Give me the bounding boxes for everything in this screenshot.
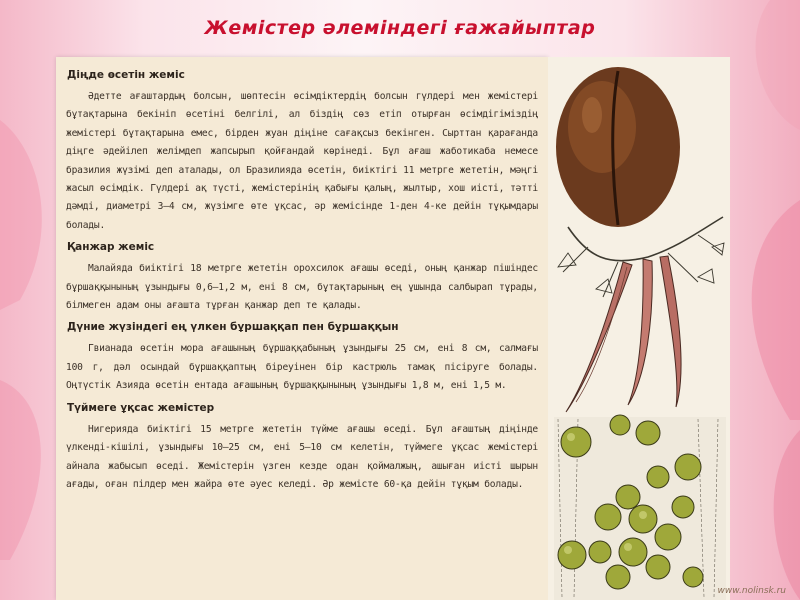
section-paragraph: Нигерияда биіктігі 15 метрге жететін түйме ағашы өседі. Бұл ағаштың діңінде үлкенді-кішілі, ұзындығы 10—25 см, ені 5—10 см келетін, түймеге ұқсас жемістері айнала жабысып өседі. Жемістерін үзген кезде одан қоймалжың, ашыған иісті шырын ағады, оған пілдер мен жайра өте әуес келеді. Әр жемісте 60-қа дейін тұқым болады. (66, 423, 538, 490)
section-paragraph: Малайяда биіктігі 18 метрге жететін орохсилок ағашы өседі, оның қанжар пішіндес бұршаққынының ұзындығы 0,6—1,2 м, ені 8 см, бұтақтарының ең ұшында салбырап тұрады, білмеген адам оны ағашта тұрған қанжар деп те қалады. (66, 263, 538, 312)
watermark: www.nolinsk.ru (717, 586, 786, 596)
section-heading: Діңде өсетін жеміс (67, 69, 185, 81)
section-paragraph: Гвианада өсетін мора ағашының бұршаққабының ұзындығы 25 см, ені 8 см, салмағы 100 г, дәл осындай бұршаққаптың біреуінен бір кастрюль тамақ пісіруге болады. Оңтүстік Азияда өсетін ентада ағашының бұршаққынының ұзындығы 1,8 м, ені 1,5 м. (66, 343, 538, 392)
coconut-fruit-illustration (556, 67, 680, 227)
section-trunk-fruit (66, 69, 538, 235)
section-heading: Дүние жүзіндегі ең үлкен бұршаққап пен бұршаққын (67, 321, 399, 334)
section-heading: Қанжар жеміс (67, 241, 155, 254)
button-fruits-illustration (554, 415, 726, 600)
section-heading: Түймеге ұқсас жемістер (67, 401, 215, 414)
illustration-column (548, 57, 730, 600)
slide-title: Жемістер әлеміндегі ғажайыптар (204, 17, 596, 39)
section-button-fruits (66, 402, 538, 495)
section-dagger-fruit (66, 241, 538, 315)
dagger-pods-illustration (558, 217, 724, 412)
section-largest-pod (66, 321, 538, 395)
scanned-textbook-page (56, 57, 548, 600)
section-paragraph: Әдетте ағаштардың болсын, шөптесін өсімдіктердің болсын гүлдері мен жемістері бұтақтарына бекініп өсетіні белгілі, ал біздің сөз етіп отырған өсімдігіміздің жемістері бұтақтарына емес, бірден жуан діңіне сағақсыз бекінген. Сырттан қарағанда діңге әдейілеп желімдеп жапсырып қойғандай көрінеді. Бұл ағаш жаботикаба немесе бразилия жүзімі деп аталады, ол Бразилияда өсетін, биіктігі 11 метрге жететін, мәңгі жасыл өсімдік. Гүлдері ақ түсті, жемістерінің қабығы қалың, жылтыр, хош иісті, тәтті дәмді, диаметрі 3—4 см, жүзімге өте ұқсас, әр жемісінде 1-ден 4-ке дейін тұқымдары болады. (66, 91, 538, 231)
article-text (66, 65, 538, 500)
